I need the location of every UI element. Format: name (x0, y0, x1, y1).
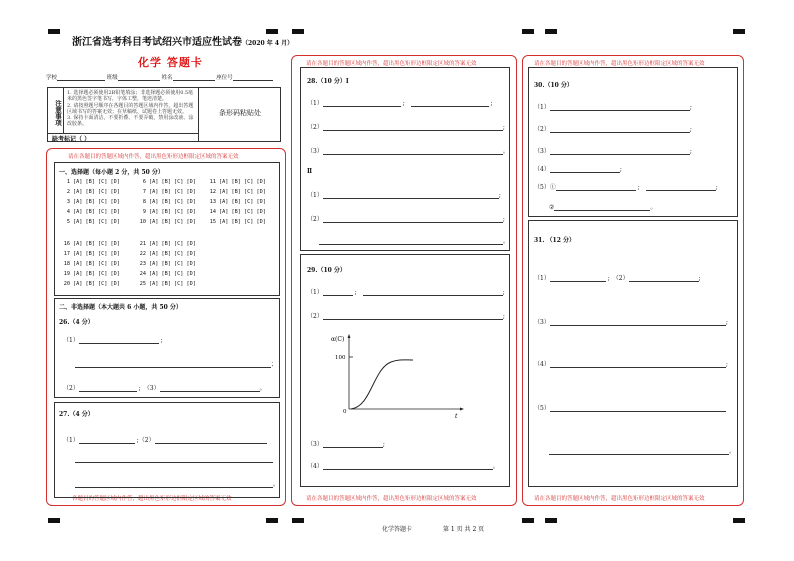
choice-row-24[interactable]: 24 [A] [B] [C] [D] (139, 271, 196, 277)
choice-row-16[interactable]: 16 [A] [B] [C] [D] (63, 241, 120, 247)
graph-origin: 0 (343, 409, 347, 415)
choice-section (54, 162, 280, 296)
graph-ytick: 100 (335, 355, 346, 361)
registration-mark (48, 518, 60, 523)
warning-text: 请在各题目的答题区域内作答，超出黑色矩形边框限定区域的答案无效 (534, 61, 705, 67)
question-29-box: 29.（10 分） （1） ; ; （2） ; α(C) 100 0 t （3） ; （4） 。 (300, 254, 510, 487)
registration-mark (522, 518, 534, 523)
notes-list: 1. 选择题必须使用2B铅笔填涂；非选择题必须使用0.5毫米的黑色签字笔书写，字体工整，笔迹清楚。 2. 请按照题号顺序在各题目的答题区域内作答，超出答题区域书写的答案无效；在草稿纸、试题卷上答题无效。 3. 保持卡面清洁，不要折叠、不要弄破，禁用涂改液、涂改胶条。 (67, 90, 194, 128)
choice-row-13[interactable]: 13 [A] [B] [C] [D] (209, 199, 266, 205)
choice-row-23[interactable]: 23 [A] [B] [C] [D] (139, 261, 196, 267)
choice-row-3[interactable]: 3 [A] [B] [C] [D] (66, 199, 120, 205)
registration-mark (733, 29, 745, 34)
notes-table (47, 87, 281, 142)
graph-xlabel: t (455, 413, 458, 419)
registration-mark (266, 518, 278, 523)
warning-text: 各题目的答题区域内作答，超出黑色矩形边框限定区域的答案无效 (72, 496, 232, 502)
choice-row-21[interactable]: 21 [A] [B] [C] [D] (139, 241, 196, 247)
barcode-area: 条形码粘贴处 (219, 109, 261, 117)
choice-row-22[interactable]: 22 [A] [B] [C] [D] (139, 251, 196, 257)
choice-row-1[interactable]: 1 [A] [B] [C] [D] (66, 179, 120, 185)
section2-title: 二、非选择题（本大题共 6 小题，共 50 分） (59, 304, 182, 311)
q28-part2: Ⅱ (307, 168, 313, 175)
page-number: 第 1 页 共 2 页 (443, 526, 485, 533)
registration-mark (522, 29, 534, 34)
choice-row-15[interactable]: 15 [A] [B] [C] [D] (209, 219, 266, 225)
section1-title: 一、选择题（每小题 2 分，共 50 分） (59, 169, 164, 176)
choice-row-5[interactable]: 5 [A] [B] [C] [D] (66, 219, 120, 225)
choice-row-9[interactable]: 9 [A] [B] [C] [D] (142, 209, 196, 215)
choice-row-8[interactable]: 8 [A] [B] [C] [D] (142, 199, 196, 205)
registration-mark (545, 29, 557, 34)
graph-ylabel: α(C) (331, 336, 345, 343)
choice-row-25[interactable]: 25 [A] [B] [C] [D] (139, 281, 196, 287)
q26-title: 26.（4 分） (59, 319, 94, 326)
footer-label: 化学答题卡 (382, 526, 413, 533)
q29-title: 29.（10 分） (307, 267, 346, 274)
choice-row-19[interactable]: 19 [A] [B] [C] [D] (63, 271, 120, 277)
choice-row-12[interactable]: 12 [A] [B] [C] [D] (209, 189, 266, 195)
missing-exam-mark[interactable]: 缺考标记（ ） (52, 136, 91, 143)
choice-row-17[interactable]: 17 [A] [B] [C] [D] (63, 251, 120, 257)
warning-text: 请在各题目的答题区域内作答，超出黑色矩形边框限定区域的答案无效 (68, 154, 239, 160)
choice-row-6[interactable]: 6 [A] [B] [C] [D] (142, 179, 196, 185)
choice-row-4[interactable]: 4 [A] [B] [C] [D] (66, 209, 120, 215)
exam-title: 浙江省选考科目考试绍兴市适应性试卷（2020 年 4 月） (72, 37, 294, 48)
registration-mark (545, 518, 557, 523)
registration-mark (48, 29, 60, 34)
question-27-box: 27.（4 分） （1） ;（2） 。 (54, 402, 280, 498)
question-31-box: 31. （12 分） （1） ; （2） ; （3） ; （4） ; （5） 。 (528, 220, 738, 487)
warning-text: 请在各题目的答题区域内作答，超出黑色矩形边框限定区域的答案无效 (534, 496, 705, 502)
question-28-box: 28.（10 分）Ⅰ （1） ; ; （2） ; （3） 。 Ⅱ （1） ; （2） ; 。 (300, 67, 510, 251)
registration-mark (292, 29, 304, 34)
choice-row-14[interactable]: 14 [A] [B] [C] [D] (209, 209, 266, 215)
q31-title: 31. （12 分） (534, 237, 575, 244)
choice-row-7[interactable]: 7 [A] [B] [C] [D] (142, 189, 196, 195)
notes-label: 注意事项 (48, 88, 64, 133)
warning-text: 请在各题目的答题区域内作答，超出黑色矩形边框限定区域的答案无效 (306, 496, 477, 502)
warning-text: 请在各题目的答题区域内作答，超出黑色矩形边框限定区域的答案无效 (306, 61, 477, 67)
question-30-box: 30.（10 分） （1） ; （2） ; （3） ; （4） ; （5）① ; ; ② 。 (528, 67, 738, 217)
q30-title: 30.（10 分） (534, 82, 573, 89)
page-subtitle: 化学 答题卡 (138, 56, 203, 69)
choice-row-10[interactable]: 10 [A] [B] [C] [D] (139, 219, 196, 225)
choice-row-20[interactable]: 20 [A] [B] [C] [D] (63, 281, 120, 287)
choice-row-18[interactable]: 18 [A] [B] [C] [D] (63, 261, 120, 267)
choice-row-11[interactable]: 11 [A] [B] [C] [D] (209, 179, 266, 185)
q27-title: 27.（4 分） (59, 411, 94, 418)
question-26-box: 二、非选择题（本大题共 6 小题，共 50 分） 26.（4 分） （1） ; ； （2） ; （3） 。 (54, 298, 280, 398)
student-info-line: 学校 班级 姓名 座位号 (46, 73, 273, 81)
q29-graph (321, 329, 471, 419)
choice-row-2[interactable]: 2 [A] [B] [C] [D] (66, 189, 120, 195)
q28-title: 28.（10 分）Ⅰ (307, 78, 349, 85)
registration-mark (292, 518, 304, 523)
registration-mark (733, 518, 745, 523)
